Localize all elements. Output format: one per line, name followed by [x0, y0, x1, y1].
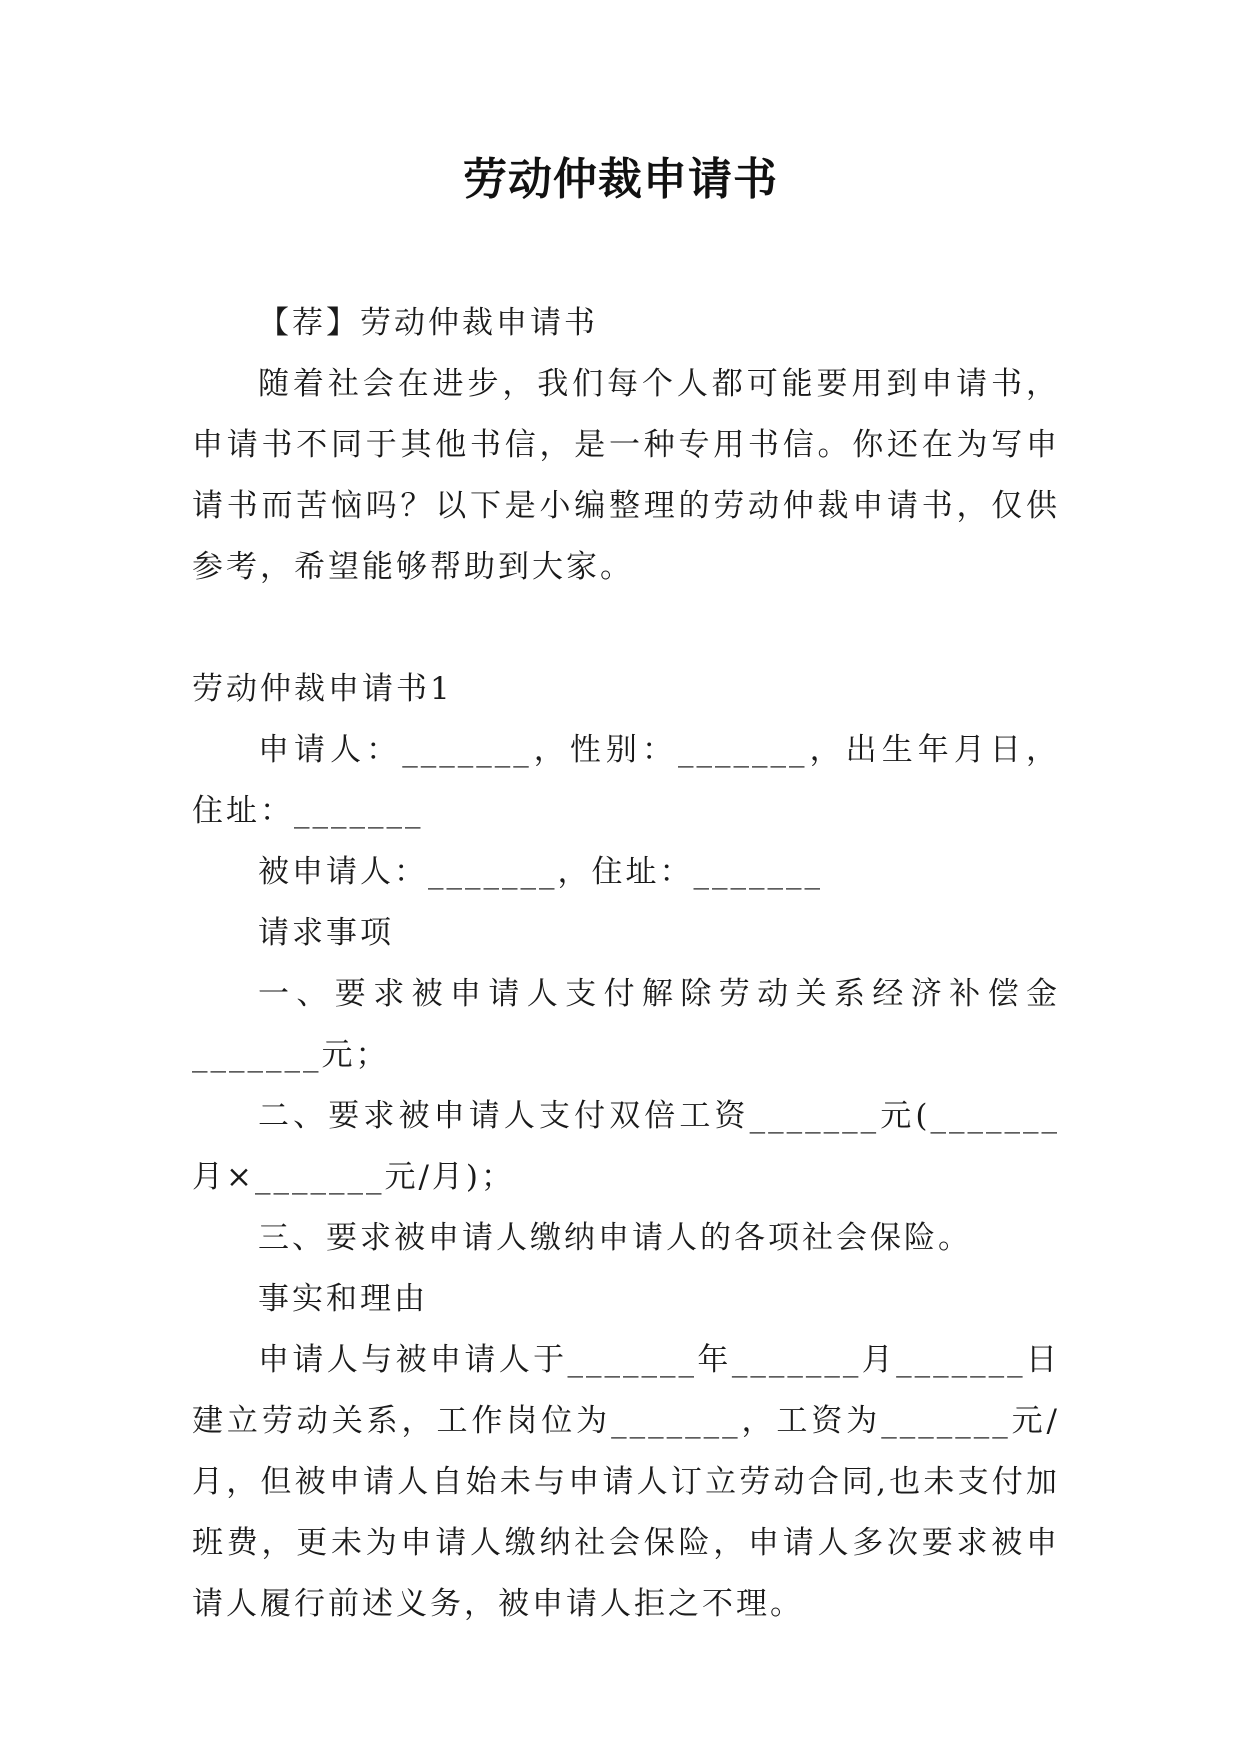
- page-title: 劳动仲裁申请书: [463, 154, 778, 205]
- paragraph-claim-3: 三、要求被申请人缴纳申请人的各项社会保险。: [258, 1220, 972, 1256]
- paragraph-claims-heading: 请求事项: [258, 915, 394, 951]
- document-body: [192, 293, 1060, 1635]
- paragraph-respondent: 被申请人：_______，住址：_______: [258, 854, 823, 890]
- paragraph-facts: 申请人与被申请人于_______年_______月_______日建立劳动关系，工作岗位为_______，工资为_______元/月，但被申请人自始未与申请人订立劳动合同,也未支付加班费，更未为申请人缴纳社会保险，申请人多次要求被申请人履行前述义务，被申请人拒之不理。: [192, 1342, 1060, 1622]
- paragraph-intro: 随着社会在进步，我们每个人都可能要用到申请书，申请书不同于其他书信，是一种专用书信。你还在为写申请书而苦恼吗？以下是小编整理的劳动仲裁申请书，仅供参考，希望能够帮助到大家。: [192, 366, 1060, 585]
- paragraph-applicant: 申请人：_______，性别：_______，出生年月日，住址：_______: [192, 732, 1060, 829]
- paragraph-claim-1: 一、要求被申请人支付解除劳动关系经济补偿金_______元；: [192, 976, 1060, 1073]
- paragraph-gap: [192, 598, 1060, 659]
- section-heading: 劳动仲裁申请书1: [192, 671, 453, 707]
- paragraph-claim-2: 二、要求被申请人支付双倍工资_______元(_______月×_______元/月)；: [192, 1098, 1060, 1195]
- paragraph-recommend-title: 【荐】劳动仲裁申请书: [258, 305, 598, 341]
- paragraph-facts-heading: 事实和理由: [258, 1281, 428, 1317]
